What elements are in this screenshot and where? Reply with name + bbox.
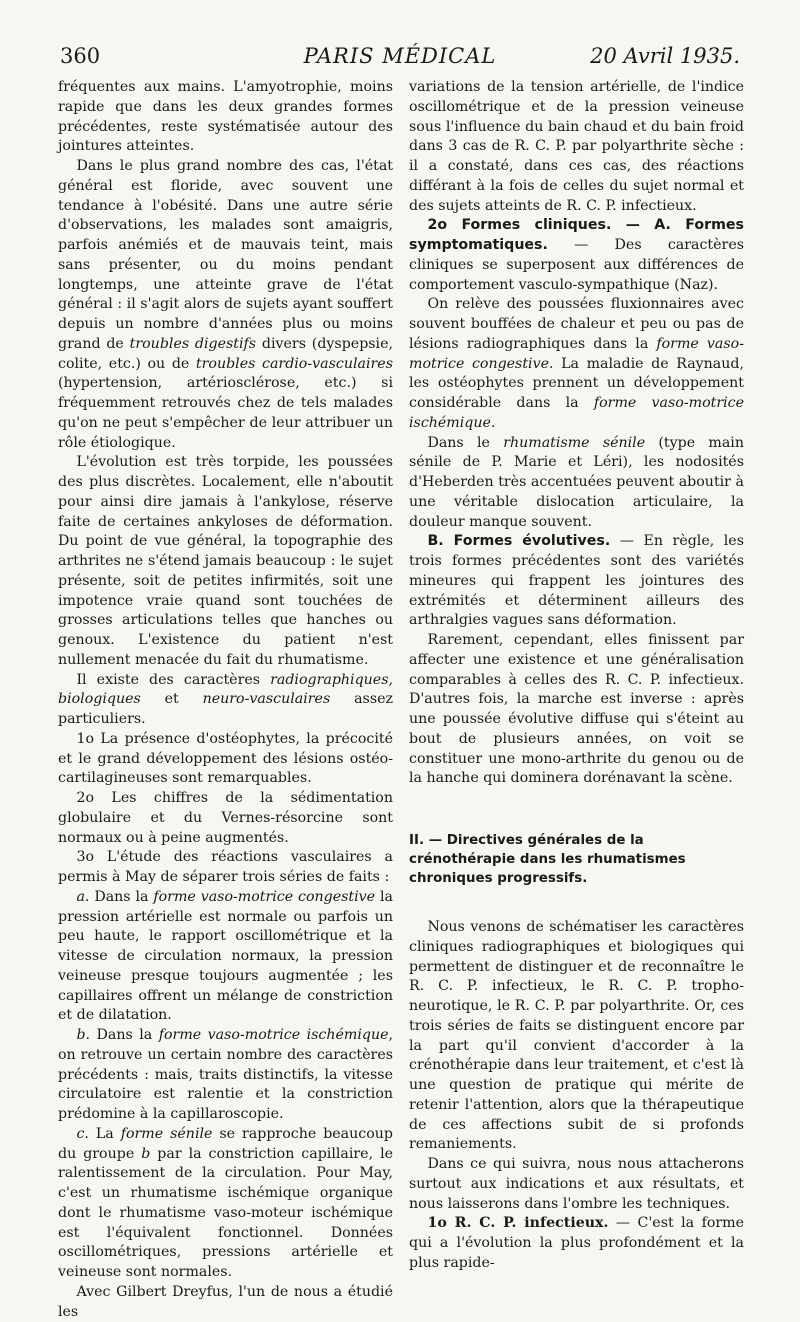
paragraph: 1o La présence d'ostéophytes, la précocité et le grand développement des lésions ostéo-cartilagineuses sont remarquables. (58, 730, 393, 787)
paragraph: fréquentes aux mains. L'amyotrophie, moins rapide que dans les deux grandes formes précédentes, reste systématisée autour des jointures atteintes. (58, 79, 393, 155)
paragraph: Avec Gilbert Dreyfus, l'un de nous a étudié les (58, 1283, 393, 1320)
paragraph: variations de la tension artérielle, de l'indice oscillométrique et de la pression veineuse sous l'influence du bain chaud et du bain froid dans 3 cas de R. C. P. par polyarthrite sèche : il a constaté, dans ces cas, des réactions différant à la fois de celles du sujet normal et des sujets atteints de R. C. P. infectieux. (409, 79, 744, 214)
subheading: 1o R. C. P. infectieux. (427, 1215, 609, 1232)
paragraph: a. Dans la forme vaso-motrice congestive la pression artérielle est normale ou parfois un peu haute, le rapport oscillométrique et la vitesse de circulation normaux, la pression veineuse presque toujours augmentée ; les capillaires offrent un mélange de constriction et de dilatation. (58, 888, 393, 1024)
paragraph: B. Formes évolutives. — En règle, les trois formes précédentes sont des variétés mineures qui frappent les jointures des extrémités et déterminent ailleurs des arthralgies vagues sans déformation. (409, 533, 744, 629)
emphasis: forme vaso-motrice congestive (409, 335, 744, 372)
emphasis: rhumatisme sénile (503, 434, 646, 451)
paragraph: c. La forme sénile se rapproche beaucoup du groupe b par la constriction capillaire, le ralentissement de la circulation. Pour May, c'est un rhumatisme ischémique organique dont le rhumatisme vaso-moteur ischémique est l'équivalent fonctionnel. Données oscillométriques, pressions artérielle et veineuse sont normales. (58, 1125, 394, 1280)
right-column (409, 78, 744, 1274)
emphasis: forme vaso-motrice congestive (153, 888, 376, 905)
page-number: 360 (60, 44, 101, 68)
paragraph: L'évolution est très torpide, les poussées des plus discrètes. Localement, elle n'aboutit pour ainsi dire jamais à l'ankylose, réserve faite de certaines ankyloses de déformation. Du point de vue général, la topographie des arthrites ne s'étend jamais beaucoup : le sujet présente, soit de petites infirmités, soit une impotence vraie quand sont touchées de grosses articulations telles que hanches ou genoux. L'existence du patient n'est nullement menacée du fait du rhumatisme. (58, 454, 393, 668)
paragraph: 1o R. C. P. infectieux. — C'est la forme qui a l'évolution la plus profondément et la plus rapide- (409, 1215, 745, 1271)
subheading: 2o Formes cliniques. — A. Formes symptomatiques. (409, 217, 744, 253)
journal-title: PARIS MÉDICAL (303, 44, 497, 68)
paragraph: Rarement, cependant, elles finissent par affecter une existence et une généralisation comparables à celles des R. C. P. infectieux. D'autres fois, la marche est inverse : après une poussée évolutive diffuse qui s'éteint au bout de plusieurs années, on voit se constituer une mono-arthrite du genou ou de la hanche qui dominera dorénavant la scène. (409, 632, 744, 787)
issue-date: 20 Avril 1935. (590, 44, 740, 68)
paragraph: Il existe des caractères radiographiques, biologiques et neuro-vasculaires assez particuliers. (58, 671, 393, 727)
paragraph: Dans ce qui suivra, nous nous attacherons surtout aux indications et aux résultats, et nous laisserons dans l'ombre les techniques. (409, 1156, 744, 1212)
left-column (58, 78, 393, 1322)
emphasis: b (141, 1145, 151, 1162)
paragraph: Nous venons de schématiser les caractères cliniques radiographiques et biologiques qui permettent de distinguer et de reconnaître le R. C. P. infectieux, le R. C. P. tropho-neurotique, le R. C. P. par polyarthrite. Or, ces trois séries de faits se distinguent encore par la part qu'il convient d'accorder à la crénothérapie dans leur traitement, et c'est là une question de pratique qui mérite de retenir l'attention, alors que la thérapeutique de ces affections subit de si profonds remaniements. (409, 919, 744, 1153)
paragraph: 3o L'étude des réactions vasculaires a permis à May de séparer trois séries de faits : (58, 849, 393, 885)
paragraph: b. Dans la forme vaso-motrice ischémique, on retrouve un certain nombre des caractères précédents : mais, traits distinctifs, la vitesse circulatoire est ralentie et la constriction prédomine à la capillaroscopie. (58, 1027, 393, 1122)
emphasis: troubles cardio-vasculaires (195, 355, 393, 372)
paragraph: 2o Formes cliniques. — A. Formes symptomatiques. — Des caractères cliniques se superposent aux différences de comportement vasculo-sympathique (Naz). (409, 217, 744, 293)
section-heading: II. — Directives générales de la crénothérapie dans les rhumatismes chroniques progressifs. (409, 833, 686, 886)
paragraph: Dans le rhumatisme sénile (type main sénile de P. Marie et Léri), les nodosités d'Heberden très accentuées peuvent aboutir à une véritable dislocation articulaire, la douleur manque souvent. (409, 434, 744, 530)
paragraph: 2o Les chiffres de la sédimentation globulaire et du Vernes-résorcine sont normaux ou à peine augmentés. (58, 790, 393, 846)
emphasis: radiographiques, biologiques (58, 671, 393, 708)
paragraph: On relève des poussées fluxionnaires avec souvent bouffées de chaleur et peu ou pas de lésions radiographiques dans la forme vaso-motrice congestive. La maladie de Raynaud, les ostéophytes prennent un développement considérable dans la forme vaso-motrice ischémique. (409, 296, 744, 431)
emphasis: forme sénile (120, 1125, 213, 1142)
subheading: B. Formes évolutives. (427, 533, 611, 550)
emphasis: neuro-vasculaires (202, 691, 331, 708)
emphasis: forme vaso-motrice ischémique (158, 1027, 389, 1043)
paragraph: Dans le plus grand nombre des cas, l'état général est floride, avec souvent une tendance à l'obésité. Dans une autre série d'observations, les malades sont amaigris, parfois anémiés et de mauvais teint, mais sans présenter, ou du moins pendant longtemps, une atteinte grave de l'état général : il s'agit alors de sujets ayant souffert depuis un nombre d'années plus ou moins grand de troubles digestifs divers (dyspepsie, colite, etc.) ou de troubles cardio-vasculaires (hypertension, artériosclérose, etc.) si fréquemment retrouvés chez de tels malades qu'on ne peut s'empêcher de leur attribuer un rôle étiologique. (58, 158, 393, 451)
emphasis: forme vaso-motrice ischémique (409, 395, 744, 431)
emphasis: troubles digestifs (129, 335, 257, 352)
running-header (60, 44, 740, 78)
